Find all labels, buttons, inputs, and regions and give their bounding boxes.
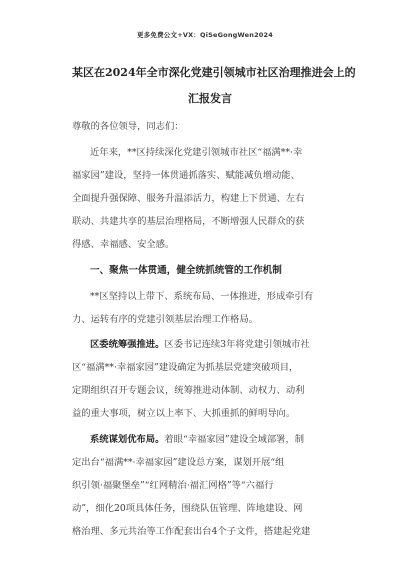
paragraph-4-line: 定出台“福满**·幸福家园”建设总方案，谋划开展“组 (72, 457, 285, 468)
paragraph-4-line: 织引领·福聚堡垒”“红网精治·福汇网格”等“六福行 (72, 480, 274, 491)
paragraph-1-line: 福家园”建设，坚持一体贯通抓落实、赋能减负增动能、 (72, 170, 300, 181)
page-header-banner: 更多免费公文+VX：QiSeGongWen2024 (137, 31, 273, 39)
paragraph-4-line: 格治理、多元共治等工作配套出台4个子文件，搭建起党建 (72, 526, 311, 537)
paragraph-1-line: 得感、幸福感、安全感。 (72, 239, 175, 250)
paragraph-4-line: 动”，细化20项具体任务，围绕队伍管理、阵地建设、网 (72, 503, 303, 514)
document-title-line-1: 某区在2024年全市深化党建引领城市社区治理推进会上的 (72, 66, 356, 79)
section-heading-1: 一、聚焦一体贯通，健全统抓统管的工作机制 (90, 265, 282, 276)
paragraph-4-first-line (90, 434, 304, 446)
paragraph-2-line: **区坚持以上带下、系统布局、一体推进，形成牵引有 (90, 291, 314, 302)
paragraph-2-line: 力、运转有序的党建引领基层治理工作格局。 (72, 314, 258, 325)
paragraph-1-line: 近年来，**区持续深化党建引领城市社区“福满**·幸 (90, 147, 303, 158)
paragraph-4-lead: 系统谋划优布局。 (90, 434, 165, 445)
paragraph-3-text: 区委书记连续3年将党建引领城市社 (164, 339, 310, 350)
salutation: 尊敬的各位领导，同志们： (72, 121, 184, 132)
paragraph-4-text: 着眼“幸福家园”建设全域部署，制 (164, 434, 305, 445)
paragraph-3-line: 益的重大事项，树立以上率下、大抓重抓的鲜明导向。 (72, 408, 296, 419)
paragraph-3-line: 定期组织召开专题会议，统筹推进动体制、动权力、动利 (72, 385, 305, 396)
paragraph-3-lead: 区委统筹强推进。 (90, 339, 165, 350)
paragraph-1-line: 全面提升强保障、服务升温添活力，构建上下贯通、左右 (72, 193, 305, 204)
paragraph-3-first-line (90, 339, 310, 351)
paragraph-3-line: 区“福满**·幸福家园”建设确定为抓基层党建突破项目， (72, 362, 299, 373)
document-title-line-2: 汇报发言 (188, 92, 232, 105)
paragraph-1-line: 联动、共建共享的基层治理格局，不断增强人民群众的获 (72, 216, 305, 227)
